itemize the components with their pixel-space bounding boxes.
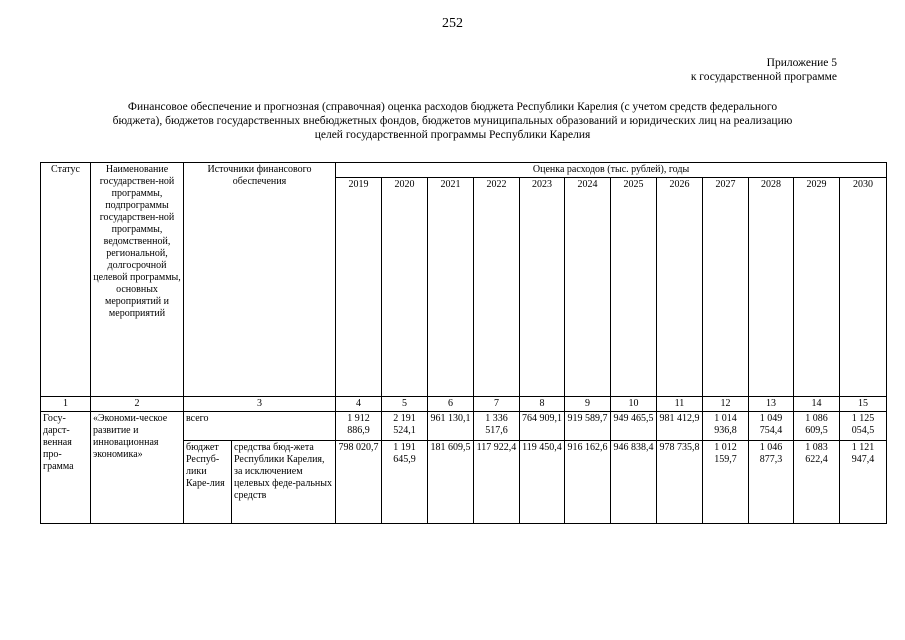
header-year: 2020 <box>382 178 428 397</box>
header-name: Наименование государствен-ной программы, подпрограммы государствен-ной программы, ведомственной, региональной, долгосрочной целевой программы, основных мероприятий и мероприятий <box>91 163 184 397</box>
program-name-cell: «Экономи-ческое развитие и инновационная экономика» <box>91 412 184 524</box>
total-value-cell: 2 191 524,1 <box>382 412 428 441</box>
header-year: 2022 <box>474 178 520 397</box>
total-value-cell: 919 589,7 <box>565 412 611 441</box>
column-number: 11 <box>657 397 703 412</box>
sub-value-cell: 119 450,4 <box>520 441 565 524</box>
header-year: 2027 <box>703 178 749 397</box>
header-year: 2026 <box>657 178 703 397</box>
sub-value-cell: 1 083 622,4 <box>794 441 840 524</box>
total-value-cell: 1 336 517,6 <box>474 412 520 441</box>
column-number: 10 <box>611 397 657 412</box>
column-number: 15 <box>840 397 887 412</box>
title-line-1: Финансовое обеспечение и прогнозная (справочная) оценка расходов бюджета Республики Карелия (с учетом средств федерального <box>127 101 778 113</box>
sub-value-cell: 1 046 877,3 <box>749 441 794 524</box>
table-row-total <box>41 412 887 441</box>
header-year: 2028 <box>749 178 794 397</box>
total-value-cell: 961 130,1 <box>428 412 474 441</box>
document-title <box>40 100 865 142</box>
column-number: 2 <box>91 397 184 412</box>
sub-value-cell: 946 838,4 <box>611 441 657 524</box>
header-year: 2021 <box>428 178 474 397</box>
total-label-cell: всего <box>184 412 336 441</box>
total-value-cell: 1 125 054,5 <box>840 412 887 441</box>
column-number: 4 <box>336 397 382 412</box>
header-year: 2019 <box>336 178 382 397</box>
header-year: 2024 <box>565 178 611 397</box>
total-value-cell: 1 014 936,8 <box>703 412 749 441</box>
title-line-3: целей государственной программы Республики Карелия <box>314 129 591 141</box>
total-value-cell: 1 049 754,4 <box>749 412 794 441</box>
column-number: 9 <box>565 397 611 412</box>
column-number: 1 <box>41 397 91 412</box>
status-cell: Госу-дарст-венная про-грамма <box>41 412 91 524</box>
sub-detail-cell: средства бюд-жета Республики Карелия, за исключением целевых феде-ральных средств <box>232 441 336 524</box>
column-number: 7 <box>474 397 520 412</box>
header-row <box>41 163 887 178</box>
sub-value-cell: 1 012 159,7 <box>703 441 749 524</box>
appendix-reference <box>691 56 837 84</box>
total-value-cell: 1 086 609,5 <box>794 412 840 441</box>
header-status: Статус <box>41 163 91 397</box>
budget-table <box>40 162 887 524</box>
total-value-cell: 981 412,9 <box>657 412 703 441</box>
appendix-line-1: Приложение 5 <box>766 57 837 69</box>
column-number-row <box>41 397 887 412</box>
appendix-line-2: к государственной программе <box>690 71 837 83</box>
column-number: 14 <box>794 397 840 412</box>
sub-value-cell: 181 609,5 <box>428 441 474 524</box>
total-value-cell: 764 909,1 <box>520 412 565 441</box>
sub-value-cell: 117 922,4 <box>474 441 520 524</box>
header-year: 2030 <box>840 178 887 397</box>
sub-value-cell: 1 191 645,9 <box>382 441 428 524</box>
sub-value-cell: 798 020,7 <box>336 441 382 524</box>
header-year: 2023 <box>520 178 565 397</box>
page-number: 252 <box>442 16 463 31</box>
header-year: 2025 <box>611 178 657 397</box>
column-number: 3 <box>184 397 336 412</box>
sub-value-cell: 978 735,8 <box>657 441 703 524</box>
title-line-2: бюджета), бюджетов государственных внебюджетных фондов, бюджетов муниципальных образований и юридических лиц на реализацию <box>112 115 793 127</box>
total-value-cell: 949 465,5 <box>611 412 657 441</box>
sub-source-cell: бюджет Респуб-лики Каре-лия <box>184 441 232 524</box>
column-number: 6 <box>428 397 474 412</box>
sub-value-cell: 1 121 947,4 <box>840 441 887 524</box>
column-number: 12 <box>703 397 749 412</box>
column-number: 13 <box>749 397 794 412</box>
sub-value-cell: 916 162,6 <box>565 441 611 524</box>
total-value-cell: 1 912 886,9 <box>336 412 382 441</box>
header-sources: Источники финансового обеспечения <box>184 163 336 397</box>
header-estimate: Оценка расходов (тыс. рублей), годы <box>336 163 887 178</box>
column-number: 8 <box>520 397 565 412</box>
column-number: 5 <box>382 397 428 412</box>
header-year: 2029 <box>794 178 840 397</box>
